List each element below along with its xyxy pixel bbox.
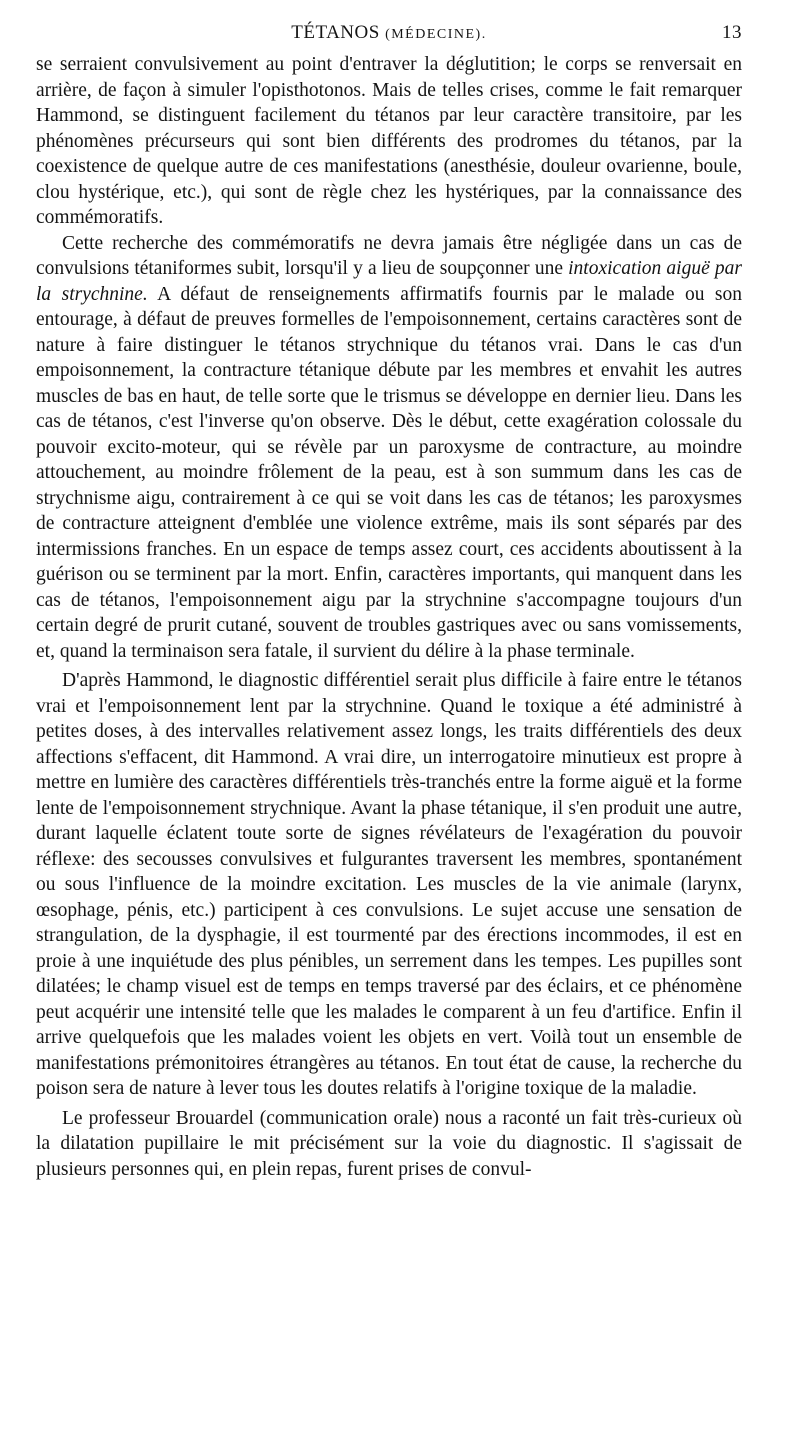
running-head	[36, 22, 742, 52]
running-title	[36, 22, 742, 44]
paragraph-2: Cette recherche des commémoratifs ne devra jamais être négligée dans un cas de convulsions tétaniformes subit, lorsqu'il y a lieu de soupçonner une intoxication aiguë par la strychnine. A défaut de renseignements affirmatifs fournis par le malade ou son entourage, à défaut de preuves formelles de l'empoisonnement, certains caractères sont de nature à faire distinguer le tétanos strychnique du tétanos vrai. Dans le cas d'un empoisonnement, la contracture tétanique débute par les membres et envahit les autres muscles de bas en haut, de telle sorte que le trismus se développe en dernier lieu. Dans les cas de tétanos, c'est l'inverse qu'on observe. Dès le début, cette exagération colossale du pouvoir excito-moteur, qui se révèle par un paroxysme de contracture, au moindre attouchement, au moindre frôlement de la peau, est à son summum dans les cas de strychnisme aigu, contrairement à ce qui se voit dans les cas de tétanos; les paroxysmes de contracture atteignent d'emblée une violence extrême, mais ils sont séparés par des intermissions franches. En un espace de temps assez court, ces accidents aboutissent à la guérison ou se terminent par la mort. Enfin, caractères importants, qui manquent dans les cas de tétanos, l'empoisonnement aigu par la strychnine s'accompagne toujours d'un certain degré de prurit cutané, souvent de troubles gastriques avec ou sans vomissements, et, quand la terminaison sera fatale, il survient du délire à la phase terminale.	[36, 232, 742, 662]
page	[36, 22, 742, 1182]
paragraph-1: se serraient convulsivement au point d'entraver la déglutition; le corps se renversait en arrière, de façon à simuler l'opisthotonos. Mais de telles crises, comme le fait remarquer Hammond, se distinguent facilement du tétanos par leur caractère transitoire, par les phénomènes précurseurs qui sont bien différents des prodromes du tétanos, par la coexistence de quelque autre de ces manifestations (anesthésie, douleur ovarienne, boule, clou hystérique, etc.), qui sont de règle chez les hystériques, par la connaissance des commémoratifs.	[36, 54, 742, 228]
paragraph-4: Le professeur Brouardel (communication orale) nous a raconté un fait très-curieux où la dilatation pupillaire le mit précisément sur la voie du diagnostic. Il s'agissait de plusieurs personnes qui, en plein repas, furent prises de convul-	[36, 1107, 742, 1180]
body-text	[36, 52, 742, 1182]
page-number: 13	[722, 22, 742, 43]
running-title-section: (MÉDECINE).	[385, 27, 487, 42]
paragraph-3: D'après Hammond, le diagnostic différentiel serait plus difficile à faire entre le tétanos vrai et l'empoisonnement lent par la strychnine. Quand le toxique a été administré à petites doses, à des intervalles relativement assez longs, les traits différentiels des deux affections s'effacent, dit Hammond. A vrai dire, un interrogatoire minutieux est propre à mettre en lumière des caractères différentiels très-tranchés entre la forme aiguë et la forme lente de l'empoisonnement strychnique. Avant la phase tétanique, il s'en produit une autre, durant laquelle éclatent toute sorte de signes révélateurs de l'exagération du pouvoir réflexe: des secousses convulsives et fulgurantes traversent les membres, spontanément ou sous l'influence de la moindre excitation. Les muscles de la vie animale (larynx, œsophage, pénis, etc.) participent à ces convulsions. Le sujet accuse une sensation de strangulation, de la dysphagie, il est tourmenté par des érections incommodes, il est en proie à une inquiétude des plus pénibles, un serrement dans les tempes. Les pupilles sont dilatées; le champ visuel est de temps en temps traversé par des éclairs, et ce phénomène peut acquérir une intensité telle que les malades le comparent à un feu d'artifice. Enfin il arrive quelquefois que les malades voient les objets en vert. Voilà tout un ensemble de manifestations prémonitoires étrangères au tétanos. En tout état de cause, la recherche du poison sera de nature à lever tous les doutes relatifs à l'origine toxique de la maladie.	[36, 670, 742, 1099]
italic-phrase: intoxication aiguë par la strychnine.	[36, 258, 742, 305]
running-title-main: TÉTANOS	[291, 22, 380, 43]
